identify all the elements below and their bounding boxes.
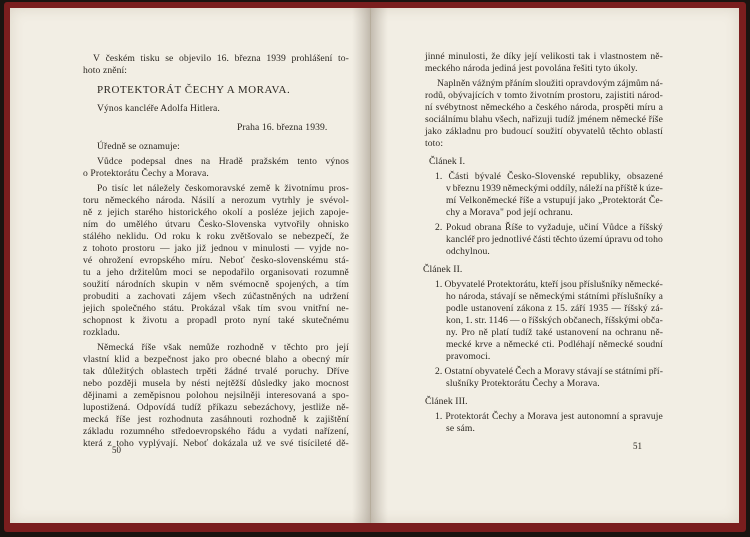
text-line: vé ohrožení evropského míru. Neboť česko-slovenskému stá- [83, 255, 349, 266]
text-line: pravomoci. [446, 351, 491, 362]
text-line: vlastní klid a bezpečnost jako pro obecné blaho a obecný mír [83, 354, 349, 365]
text-line: 1. Protektorát Čechy a Morava jest autonomní a spravuje [435, 411, 663, 422]
text-line: kon, 1. str. 1146 — o říšských občanech, říšskými obča- [446, 315, 663, 326]
text-line: základu rozumného středoevropského řádu a vydati nařízení, [83, 426, 349, 437]
text-line: probuditi a zachovati zájem všech zúčastněných na udržení [83, 291, 349, 302]
article-heading: Článek I. [429, 156, 466, 167]
text-line: mecké krve a německé cti. Podléhají německé soudní [446, 339, 663, 350]
page-number: 51 [633, 441, 642, 451]
text-line: rodů, obývajících v tomto životním prostoru, zajistiti národ- [425, 90, 663, 101]
text-line: soužití národních skupin v něm svémocně spojených, a tím [83, 279, 349, 290]
text-line: schopnost k životu a propadl proto nyní také skutečnému [83, 315, 349, 326]
text-line: chy a Morava" pod její ochranu. [446, 207, 573, 218]
text-line: Výnos kancléře Adolfa Hitlera. [97, 103, 220, 114]
text-line: tu a jeho držitelům moci se nepodařilo organisovati rozumně [83, 267, 349, 278]
text-line: hoto znění: [83, 65, 127, 76]
text-line: odchylnou. [446, 246, 490, 257]
page-number: 50 [112, 445, 121, 455]
text-line: meckého národa jediná jest povolána řešiti tyto úkoly. [425, 63, 638, 74]
article-heading: Článek III. [425, 396, 468, 407]
text-line: kancléř pro jednotlivé části těchto území úpravu od toho [446, 234, 663, 245]
text-line: stálého neklidu. Od roku k roku zvětšovalo se nebezpečí, že [83, 231, 349, 242]
text-line: 2. Pokud obrana Říše to vyžaduje, učiní Vůdce a říšský [435, 222, 663, 233]
text-line: ho národa, stávají se německými státními příslušníky a [446, 291, 663, 302]
text-line: sociálnímu blahu všech, nařizuji tudíž jménem německé říše [425, 114, 663, 125]
text-line: lupostižená. Odpovídá tudíž příkazu sebezáchovy, jestliže ně- [83, 402, 349, 413]
text-line: o Protektorátu Čechy a Morava. [83, 168, 209, 179]
right-page [370, 8, 739, 523]
text-line: ně z jejich starého historického okolí a posléze jejich zapoje- [83, 207, 349, 218]
text-line: V českém tisku se objevilo 16. března 1939 prohlášení to- [93, 53, 349, 64]
text-line: z tohoto prostoru — jako již jednou v minulosti — vyjde no- [83, 243, 349, 254]
text-line: slušníky Protektorátu Čechy a Morava. [446, 378, 600, 389]
text-line: 1. Obyvatelé Protektorátu, kteří jsou příslušníky německé- [435, 279, 663, 290]
text-line: ní svébytnost německého a českého národa, prospěti míru a [425, 102, 663, 113]
text-line: jinné minulosti, že díky její velikosti tak i vlastnostem ně- [425, 51, 663, 62]
left-page [10, 8, 371, 523]
text-line: Vůdce podepsal dnes na Hradě pražském tento výnos [97, 156, 349, 167]
text-line: mí Velkoněmecké říše a vstupují jako „Protektorát Če- [446, 195, 663, 206]
text-line: rozkladu. [83, 327, 120, 338]
text-line: podle ustanovení zákona z 15. září 1935 — říšský zá- [446, 303, 663, 314]
text-line: nebo později musela by nésti nejtěžší důsledky jako mocnost [83, 378, 349, 389]
text-line: Německá říše však nemůže rozhodně v těchto pro její [97, 342, 349, 353]
text-line: toru německého národa. Násilí a nerozum vytrhly je svévol- [83, 195, 349, 206]
text-line: se sám. [446, 423, 475, 434]
decree-title: PROTEKTORÁT ČECHY A MORAVA. [97, 84, 291, 96]
text-line: která z toho vyplývají. Neboť dokázala už ve své tisícileté dě- [83, 438, 349, 449]
text-line: 1. Části bývalé Česko-Slovenské republiky, obsazené [435, 171, 663, 182]
text-line: mecká říše jest rozhodnuta zasáhnouti rozhodně k zajištění [83, 414, 349, 425]
text-line: Po tisíc let náležely českomoravské země k životnímu pros- [97, 183, 349, 194]
text-line: tak důležitých oblastech trpěti žádné trvalé poruchy. Dříve [83, 366, 349, 377]
text-line: jako základnu pro budoucí soužití obyvatelů těchto oblastí [425, 126, 663, 137]
text-line: ním do umělého útvaru Česko-Slovenska vytvořily ohnisko [83, 219, 349, 230]
text-line: toto: [425, 138, 444, 149]
text-line: 2. Ostatní obyvatelé Čech a Moravy stávají se státními pří- [435, 366, 663, 377]
text-line: dějinami a zeměpisnou polohou nejsilněji interesovaná a spo- [83, 390, 349, 401]
text-line: v březnu 1939 německými oddíly, náleží na příště k úze- [446, 183, 663, 194]
text-line: ny. Pro ně platí tudíž také ustanovení na ochranu ně- [446, 327, 663, 338]
text-line: Naplněn vážným přáním sloužiti opravdovým zájmům ná- [437, 78, 663, 89]
article-heading: Článek II. [423, 264, 463, 275]
date-line: Praha 16. března 1939. [237, 122, 328, 133]
text-line: Úředně se oznamuje: [97, 141, 180, 152]
text-line: jejich společného státu. Prokázal však tím svou vnitřní ne- [83, 303, 349, 314]
